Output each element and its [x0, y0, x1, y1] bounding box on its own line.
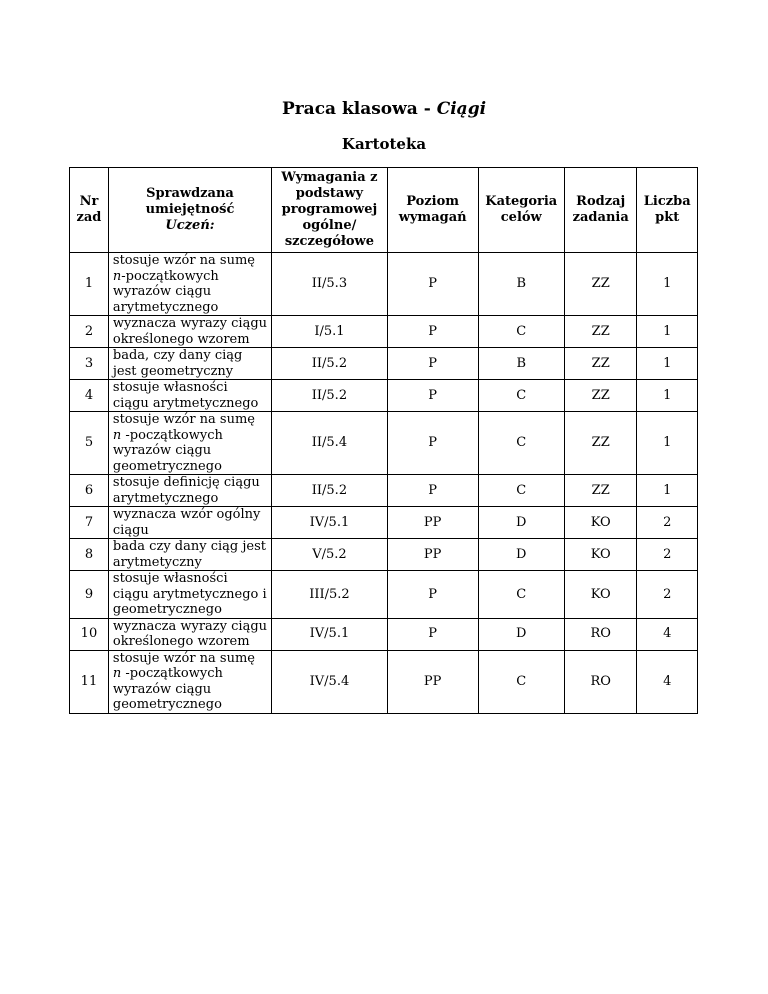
- cell-category: C: [478, 380, 564, 412]
- cell-points: 1: [637, 253, 698, 316]
- document-title: [0, 99, 768, 119]
- table-row: [70, 618, 698, 650]
- cell-requirements: II/5.2: [272, 475, 388, 507]
- header-type: Rodzaj zadania: [565, 168, 637, 253]
- table-row: [70, 380, 698, 412]
- cell-requirements: I/5.1: [272, 316, 388, 348]
- table-row: [70, 348, 698, 380]
- cell-nr: 9: [70, 571, 109, 619]
- cell-skill: wyznacza wyrazy ciągu określonego wzorem: [108, 316, 271, 348]
- cell-category: D: [478, 539, 564, 571]
- cell-level: P: [387, 316, 478, 348]
- cell-nr: 7: [70, 507, 109, 539]
- cell-points: 2: [637, 507, 698, 539]
- cell-skill: bada, czy dany ciąg jest geometryczny: [108, 348, 271, 380]
- table-row: [70, 507, 698, 539]
- cell-requirements: IV/5.1: [272, 507, 388, 539]
- table-row: [70, 475, 698, 507]
- cell-category: D: [478, 618, 564, 650]
- cell-level: PP: [387, 650, 478, 713]
- cell-type: ZZ: [565, 348, 637, 380]
- cell-level: PP: [387, 539, 478, 571]
- cell-type: ZZ: [565, 316, 637, 348]
- document-subtitle: Kartoteka: [341, 135, 427, 153]
- cell-points: 1: [637, 412, 698, 475]
- cell-level: P: [387, 253, 478, 316]
- cell-type: RO: [565, 650, 637, 713]
- header-nr: Nr zad: [70, 168, 109, 253]
- cell-type: ZZ: [565, 412, 637, 475]
- cell-requirements: III/5.2: [272, 571, 388, 619]
- cell-category: B: [478, 253, 564, 316]
- cell-requirements: IV/5.1: [272, 618, 388, 650]
- cell-skill: bada czy dany ciąg jest arytmetyczny: [108, 539, 271, 571]
- cell-requirements: II/5.2: [272, 348, 388, 380]
- cell-points: 1: [637, 348, 698, 380]
- document-title-italic: Ciągi: [436, 99, 487, 119]
- cell-skill: stosuje wzór na sumę 𝑛 -początkowych wyrazów ciągu geometrycznego: [108, 650, 271, 713]
- cell-category: D: [478, 507, 564, 539]
- cell-skill: wyznacza wyrazy ciągu określonego wzorem: [108, 618, 271, 650]
- cell-requirements: II/5.2: [272, 380, 388, 412]
- cell-skill: stosuje wzór na sumę 𝑛-początkowych wyrazów ciągu arytmetycznego: [108, 253, 271, 316]
- table-body: [70, 253, 698, 714]
- cell-points: 2: [637, 571, 698, 619]
- cell-type: KO: [565, 507, 637, 539]
- header-requirements: Wymagania z podstawy programowej ogólne/ szczegółowe: [272, 168, 388, 253]
- cell-category: B: [478, 348, 564, 380]
- cell-category: C: [478, 571, 564, 619]
- table-row: [70, 571, 698, 619]
- cell-points: 2: [637, 539, 698, 571]
- table-header-row: [70, 168, 698, 253]
- cell-skill: stosuje własności ciągu arytmetycznego: [108, 380, 271, 412]
- header-skill-label: Sprawdzana umiejętność: [145, 186, 235, 217]
- table-row: [70, 253, 698, 316]
- cell-type: ZZ: [565, 253, 637, 316]
- cell-requirements: II/5.3: [272, 253, 388, 316]
- cell-nr: 11: [70, 650, 109, 713]
- document-title-main: Praca klasowa -: [281, 99, 437, 119]
- cell-level: P: [387, 571, 478, 619]
- cell-type: KO: [565, 571, 637, 619]
- cell-level: P: [387, 412, 478, 475]
- cell-level: P: [387, 348, 478, 380]
- header-skill: [108, 168, 271, 253]
- table-row: [70, 650, 698, 713]
- header-points: Liczba pkt: [637, 168, 698, 253]
- cell-skill: wyznacza wzór ogólny ciągu: [108, 507, 271, 539]
- cell-skill: stosuje własności ciągu arytmetycznego i geometrycznego: [108, 571, 271, 619]
- cell-nr: 2: [70, 316, 109, 348]
- cell-category: C: [478, 475, 564, 507]
- cell-nr: 8: [70, 539, 109, 571]
- cell-requirements: V/5.2: [272, 539, 388, 571]
- cell-requirements: IV/5.4: [272, 650, 388, 713]
- cell-skill: stosuje definicję ciągu arytmetycznego: [108, 475, 271, 507]
- table-row: [70, 412, 698, 475]
- cell-points: 1: [637, 380, 698, 412]
- cell-level: P: [387, 618, 478, 650]
- header-level: Poziom wymagań: [387, 168, 478, 253]
- cell-level: PP: [387, 507, 478, 539]
- cell-points: 1: [637, 475, 698, 507]
- cell-level: P: [387, 475, 478, 507]
- cell-nr: 3: [70, 348, 109, 380]
- cell-level: P: [387, 380, 478, 412]
- cell-category: C: [478, 412, 564, 475]
- cell-type: RO: [565, 618, 637, 650]
- table-row: [70, 539, 698, 571]
- kartoteka-table: [69, 167, 698, 714]
- cell-nr: 1: [70, 253, 109, 316]
- cell-category: C: [478, 650, 564, 713]
- cell-type: ZZ: [565, 475, 637, 507]
- cell-nr: 4: [70, 380, 109, 412]
- header-skill-note: Uczeń:: [165, 218, 215, 233]
- cell-type: ZZ: [565, 380, 637, 412]
- cell-nr: 10: [70, 618, 109, 650]
- cell-category: C: [478, 316, 564, 348]
- cell-type: KO: [565, 539, 637, 571]
- header-category: Kategoria celów: [478, 168, 564, 253]
- cell-points: 4: [637, 650, 698, 713]
- cell-points: 1: [637, 316, 698, 348]
- cell-nr: 5: [70, 412, 109, 475]
- table-row: [70, 316, 698, 348]
- cell-points: 4: [637, 618, 698, 650]
- cell-skill: stosuje wzór na sumę 𝑛 -początkowych wyrazów ciągu geometrycznego: [108, 412, 271, 475]
- cell-nr: 6: [70, 475, 109, 507]
- cell-requirements: II/5.4: [272, 412, 388, 475]
